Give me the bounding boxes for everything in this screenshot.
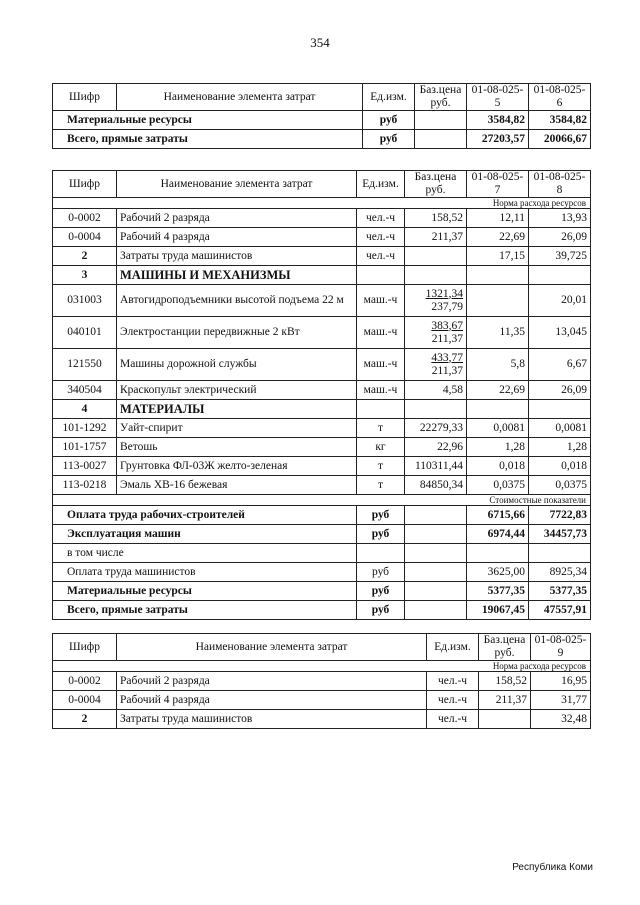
row-price-main: 383,67 — [431, 319, 463, 332]
row-v1: 17,15 — [467, 247, 529, 266]
row-v1: 31,77 — [531, 691, 591, 710]
row-price — [405, 285, 467, 317]
row-code: 101-1292 — [53, 419, 117, 438]
col-unit-header: Ед.изм. — [357, 171, 405, 198]
row-price — [405, 349, 467, 381]
row-price — [405, 317, 467, 349]
row-unit: руб — [363, 111, 415, 130]
table-row — [53, 317, 591, 349]
cost-v2: 47557,91 — [529, 601, 591, 620]
cost-label: Стоимостные показатели — [53, 495, 591, 506]
row-name: Автогидроподъемники высотой подъема 22 м — [117, 285, 357, 317]
cost-v1: 6974,44 — [467, 525, 529, 544]
row-price-labor: 211,37 — [431, 332, 463, 345]
norm-label-row — [53, 661, 591, 672]
row-unit: руб — [363, 130, 415, 149]
row-code: 101-1757 — [53, 438, 117, 457]
col-unit-header: Ед.изм. — [363, 84, 415, 111]
row-v2: 13,93 — [529, 209, 591, 228]
row-price-main: 1321,34 — [425, 287, 463, 300]
row-name: Материальные ресурсы — [53, 111, 363, 130]
cost-v1: 6715,66 — [467, 506, 529, 525]
row-price-labor: 237,79 — [431, 300, 463, 313]
cost-row — [53, 544, 591, 563]
row-v2: 0,0081 — [529, 419, 591, 438]
row-name: Краскопульт электрический — [117, 381, 357, 400]
table-row — [53, 438, 591, 457]
cost-v2: 5377,35 — [529, 582, 591, 601]
empty-cell — [405, 266, 467, 285]
cost-v2 — [529, 544, 591, 563]
cost-v2: 8925,34 — [529, 563, 591, 582]
row-code: 113-0218 — [53, 476, 117, 495]
row-v1: 3584,82 — [467, 111, 529, 130]
cost-unit: руб — [357, 601, 405, 620]
cost-name: Материальные ресурсы — [53, 582, 357, 601]
col-price-header: Баз.цена руб. — [479, 634, 531, 661]
row-unit: маш.-ч — [357, 349, 405, 381]
empty-cell — [357, 400, 405, 419]
row-name: Всего, прямые затраты — [53, 130, 363, 149]
row-name: Затраты труда машинистов — [117, 247, 357, 266]
section-code: 3 — [53, 266, 117, 285]
row-price — [415, 111, 467, 130]
table-header-row — [53, 84, 591, 111]
section-header-row — [53, 266, 591, 285]
row-code: 2 — [53, 247, 117, 266]
row-unit: т — [357, 457, 405, 476]
row-v2: 20066,67 — [529, 130, 591, 149]
cost-v1 — [467, 544, 529, 563]
col-name-header: Наименование элемента затрат — [117, 171, 357, 198]
empty-cell — [405, 400, 467, 419]
empty-cell — [405, 601, 467, 620]
cost-v1: 5377,35 — [467, 582, 529, 601]
cost-v2: 7722,83 — [529, 506, 591, 525]
cost-v1: 19067,45 — [467, 601, 529, 620]
row-code: 121550 — [53, 349, 117, 381]
row-code: 031003 — [53, 285, 117, 317]
empty-cell — [405, 525, 467, 544]
row-code: 0-0004 — [53, 691, 117, 710]
row-v2: 0,0375 — [529, 476, 591, 495]
table-row — [53, 111, 591, 130]
row-v1 — [467, 285, 529, 317]
row-name: Рабочий 4 разряда — [117, 228, 357, 247]
col-v2-header: 01-08-025-6 — [529, 84, 591, 111]
row-name: Рабочий 4 разряда — [117, 691, 427, 710]
empty-cell — [357, 266, 405, 285]
table-row — [53, 457, 591, 476]
row-name: Машины дорожной службы — [117, 349, 357, 381]
row-unit: чел.-ч — [427, 672, 479, 691]
footer-region: Республика Коми — [512, 862, 593, 873]
table-header-row — [53, 634, 591, 661]
cost-name: Оплата труда машинистов — [53, 563, 357, 582]
row-name: Рабочий 2 разряда — [117, 672, 427, 691]
row-v1: 22,69 — [467, 228, 529, 247]
table-row — [53, 381, 591, 400]
row-v2: 26,09 — [529, 381, 591, 400]
row-v2: 1,28 — [529, 438, 591, 457]
table-row — [53, 130, 591, 149]
row-price-main: 4,58 — [442, 383, 463, 396]
row-name: Затраты труда машинистов — [117, 710, 427, 729]
cost-unit — [357, 544, 405, 563]
empty-cell — [405, 563, 467, 582]
resource-table-2 — [52, 170, 591, 620]
row-unit: чел.-ч — [357, 247, 405, 266]
norm-label: Норма расхода ресурсов — [53, 661, 591, 672]
row-unit: маш.-ч — [357, 285, 405, 317]
row-v1: 0,018 — [467, 457, 529, 476]
section-title: МАШИНЫ И МЕХАНИЗМЫ — [117, 266, 357, 285]
col-v2-header: 01-08-025-8 — [529, 171, 591, 198]
empty-cell — [405, 506, 467, 525]
row-unit: чел.-ч — [357, 228, 405, 247]
row-price-main: 433,77 — [431, 351, 463, 364]
row-v1: 27203,57 — [467, 130, 529, 149]
row-code: 2 — [53, 710, 117, 729]
empty-cell — [467, 400, 529, 419]
row-v2: 0,018 — [529, 457, 591, 476]
row-price — [415, 130, 467, 149]
col-code-header: Шифр — [53, 84, 117, 111]
col-code-header: Шифр — [53, 171, 117, 198]
cost-name: Эксплуатация машин — [53, 525, 357, 544]
row-unit: чел.-ч — [427, 691, 479, 710]
table-row — [53, 710, 591, 729]
row-v2: 39,725 — [529, 247, 591, 266]
row-v1: 16,95 — [531, 672, 591, 691]
col-price-header: Баз.цена руб. — [415, 84, 467, 111]
row-v2: 26,09 — [529, 228, 591, 247]
col-name-header: Наименование элемента затрат — [117, 634, 427, 661]
row-v1: 1,28 — [467, 438, 529, 457]
row-price: 22279,33 — [405, 419, 467, 438]
cost-unit: руб — [357, 563, 405, 582]
row-code: 340504 — [53, 381, 117, 400]
row-unit: т — [357, 476, 405, 495]
resource-table-3 — [52, 633, 591, 729]
norm-label-row — [53, 198, 591, 209]
cost-row — [53, 506, 591, 525]
table-row — [53, 419, 591, 438]
row-code: 040101 — [53, 317, 117, 349]
row-unit: кг — [357, 438, 405, 457]
row-price: 158,52 — [479, 672, 531, 691]
cost-unit: руб — [357, 582, 405, 601]
row-unit: маш.-ч — [357, 317, 405, 349]
table-header-row — [53, 171, 591, 198]
section-title: МАТЕРИАЛЫ — [117, 400, 357, 419]
row-price: 22,96 — [405, 438, 467, 457]
cost-name: в том числе — [53, 544, 357, 563]
col-v1-header: 01-08-025-7 — [467, 171, 529, 198]
table-row — [53, 349, 591, 381]
row-v1: 5,8 — [467, 349, 529, 381]
cost-row — [53, 601, 591, 620]
row-code: 0-0002 — [53, 209, 117, 228]
row-name: Эмаль ХВ-16 бежевая — [117, 476, 357, 495]
table-row — [53, 476, 591, 495]
row-unit: чел.-ч — [427, 710, 479, 729]
col-code-header: Шифр — [53, 634, 117, 661]
table-row — [53, 691, 591, 710]
table-row — [53, 209, 591, 228]
cost-name: Всего, прямые затраты — [53, 601, 357, 620]
row-v1: 0,0081 — [467, 419, 529, 438]
row-price: 84850,34 — [405, 476, 467, 495]
cost-row — [53, 582, 591, 601]
empty-cell — [467, 266, 529, 285]
row-v1: 12,11 — [467, 209, 529, 228]
col-unit-header: Ед.изм. — [427, 634, 479, 661]
row-v2: 3584,82 — [529, 111, 591, 130]
table-row — [53, 672, 591, 691]
row-price: 211,37 — [479, 691, 531, 710]
row-name: Ветошь — [117, 438, 357, 457]
cost-unit: руб — [357, 525, 405, 544]
section-header-row — [53, 400, 591, 419]
table-row — [53, 247, 591, 266]
empty-cell — [405, 544, 467, 563]
row-name: Электростанции передвижные 2 кВт — [117, 317, 357, 349]
cost-v1: 3625,00 — [467, 563, 529, 582]
col-v1-header: 01-08-025-5 — [467, 84, 529, 111]
page-number: 354 — [310, 35, 330, 50]
row-v2: 20,01 — [529, 285, 591, 317]
row-price: 211,37 — [405, 228, 467, 247]
row-price-labor: 211,37 — [431, 364, 463, 377]
col-price-header: Баз.цена руб. — [405, 171, 467, 198]
col-v1-header: 01-08-025-9 — [531, 634, 591, 661]
row-unit: т — [357, 419, 405, 438]
row-v2: 6,67 — [529, 349, 591, 381]
row-price: 158,52 — [405, 209, 467, 228]
row-code: 0-0004 — [53, 228, 117, 247]
row-v1: 11,35 — [467, 317, 529, 349]
table-row — [53, 285, 591, 317]
row-code: 113-0027 — [53, 457, 117, 476]
empty-cell — [405, 582, 467, 601]
empty-cell — [529, 266, 591, 285]
empty-cell — [529, 400, 591, 419]
norm-label: Норма расхода ресурсов — [53, 198, 591, 209]
cost-row — [53, 525, 591, 544]
section-code: 4 — [53, 400, 117, 419]
cost-unit: руб — [357, 506, 405, 525]
row-unit: чел.-ч — [357, 209, 405, 228]
row-price — [405, 381, 467, 400]
table-row — [53, 228, 591, 247]
resource-table-1 — [52, 83, 591, 149]
row-v1: 22,69 — [467, 381, 529, 400]
row-name: Уайт-спирит — [117, 419, 357, 438]
row-price: 110311,44 — [405, 457, 467, 476]
row-v1: 32,48 — [531, 710, 591, 729]
row-code: 0-0002 — [53, 672, 117, 691]
row-unit: маш.-ч — [357, 381, 405, 400]
cost-name: Оплата труда рабочих-строителей — [53, 506, 357, 525]
cost-label-row — [53, 495, 591, 506]
row-name: Грунтовка ФЛ-03Ж желто-зеленая — [117, 457, 357, 476]
row-name: Рабочий 2 разряда — [117, 209, 357, 228]
col-name-header: Наименование элемента затрат — [117, 84, 363, 111]
cost-v2: 34457,73 — [529, 525, 591, 544]
row-price — [405, 247, 467, 266]
cost-row — [53, 563, 591, 582]
row-price — [479, 710, 531, 729]
row-v2: 13,045 — [529, 317, 591, 349]
row-v1: 0,0375 — [467, 476, 529, 495]
